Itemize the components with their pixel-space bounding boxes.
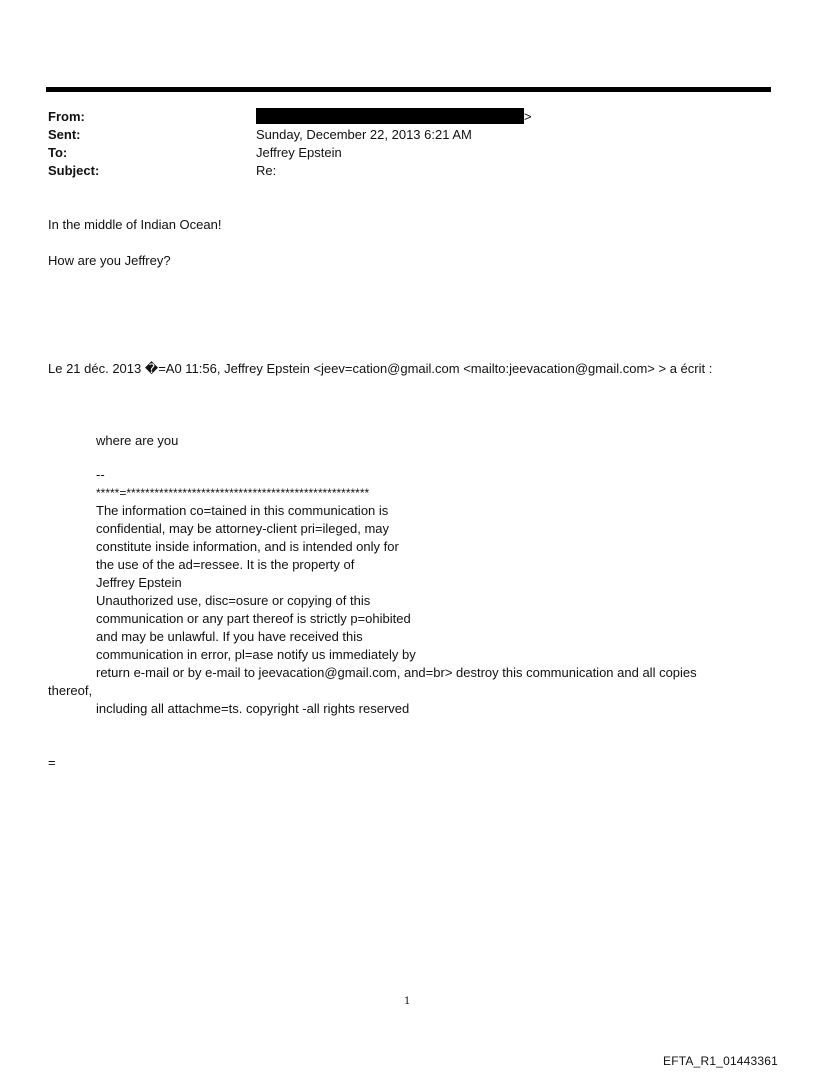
trailing-equals: =	[48, 755, 56, 770]
to-label: To:	[48, 145, 68, 160]
from-value	[256, 108, 532, 126]
sent-value: Sunday, December 22, 2013 6:21 AM	[256, 127, 472, 142]
disclaimer-line: confidential, may be attorney-client pri=ileged, may	[96, 521, 390, 536]
disclaimer-line: Jeffrey Epstein	[96, 575, 182, 590]
header-rule	[46, 87, 771, 92]
disclaimer-line: The information co=tained in this communication is	[96, 503, 389, 518]
disclaimer-line: return e-mail or by e-mail to jeevacation@gmail.com, and=br> destroy this communication and all copies	[96, 665, 697, 680]
signature-dash: --	[96, 467, 105, 482]
subject-label: Subject:	[48, 163, 100, 178]
quoted-line-1: where are you	[96, 433, 179, 448]
signature-stars: *****=****************************************************	[96, 486, 370, 500]
to-value: Jeffrey Epstein	[256, 145, 342, 160]
document-id: EFTA_R1_01443361	[663, 1054, 779, 1068]
page-number: 1	[404, 996, 411, 1007]
disclaimer-last-line: including all attachme=ts. copyright -all rights reserved	[96, 701, 410, 716]
disclaimer-wrap-word: thereof,	[48, 683, 93, 698]
quote-intro: Le 21 déc. 2013 �=A0 11:56, Jeffrey Epstein <jeev=cation@gmail.com <mailto:jeevacation@gmail.com> > a écrit :	[48, 361, 713, 376]
body-line-2: How are you Jeffrey?	[48, 253, 171, 268]
disclaimer-line: communication in error, pl=ase notify us immediately by	[96, 647, 416, 662]
disclaimer-line: communication or any part thereof is strictly p=ohibited	[96, 611, 411, 626]
disclaimer-line: and may be unlawful. If you have received this	[96, 629, 363, 644]
subject-value: Re:	[256, 163, 277, 178]
body-line-1: In the middle of Indian Ocean!	[48, 217, 222, 232]
from-suffix: >	[524, 109, 532, 124]
disclaimer-line: Unauthorized use, disc=osure or copying of this	[96, 593, 371, 608]
disclaimer-line: the use of the ad=ressee. It is the property of	[96, 557, 355, 572]
redaction-bar	[256, 108, 524, 124]
disclaimer-line: constitute inside information, and is intended only for	[96, 539, 399, 554]
sent-label: Sent:	[48, 127, 81, 142]
from-label: From:	[48, 109, 85, 124]
